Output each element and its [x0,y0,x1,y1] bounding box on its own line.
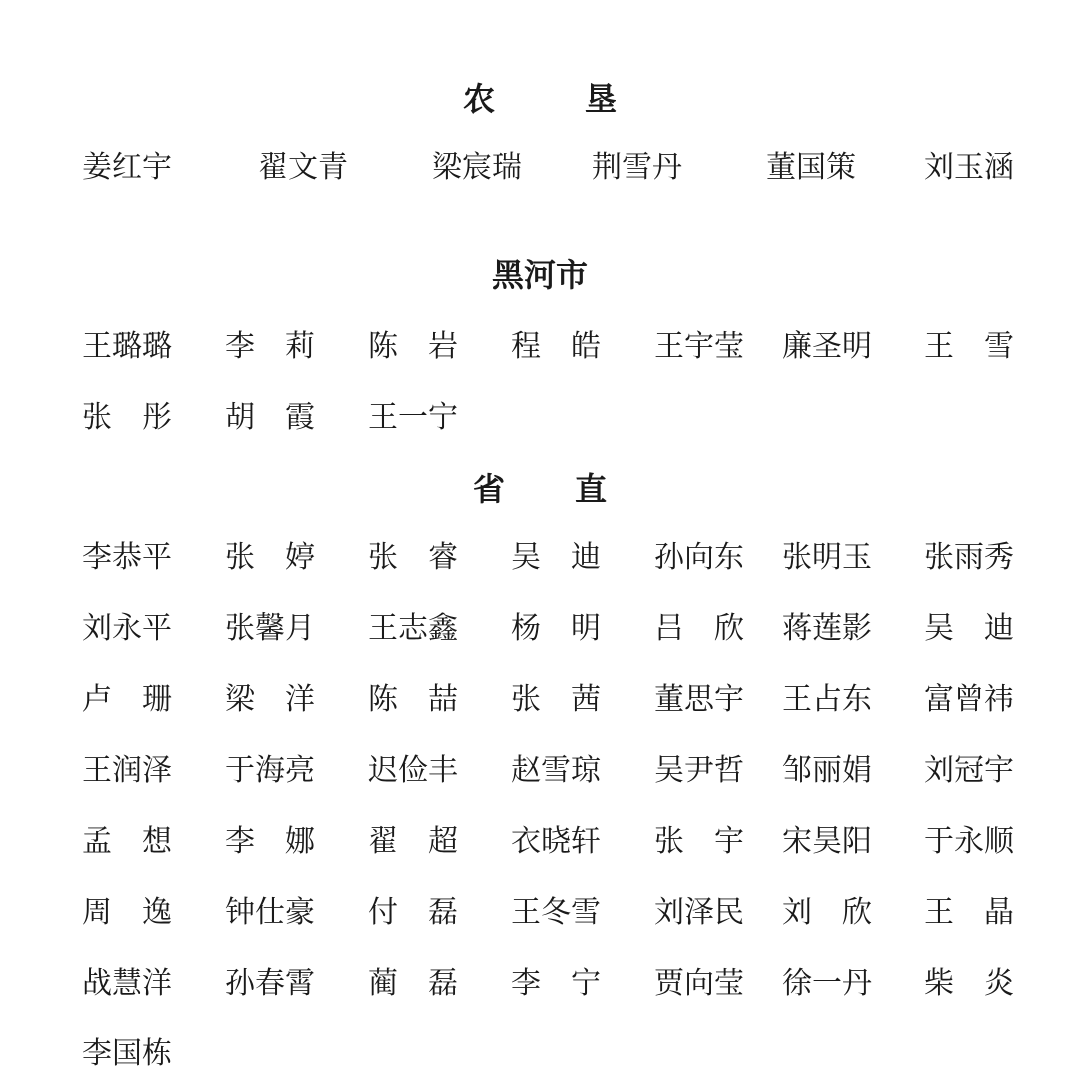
person-name: 钟仕豪 [225,895,315,930]
person-name: 柴 炎 [924,966,1014,1001]
person-name: 迟俭丰 [368,753,458,788]
person-name: 刘泽民 [654,895,744,930]
person-name: 刘玉涵 [924,150,1014,185]
person-name: 姜红宇 [82,150,172,185]
person-name: 卢 珊 [82,682,172,717]
person-name: 战慧洋 [82,966,172,1001]
person-name: 付 磊 [368,895,458,930]
person-name: 蒋莲影 [782,611,872,646]
person-name: 孙向东 [654,540,744,575]
person-name: 梁 洋 [225,682,315,717]
person-name: 邹丽娟 [782,753,872,788]
person-name: 于永顺 [924,824,1014,859]
person-name: 赵雪琼 [511,753,601,788]
person-name: 王 晶 [924,895,1014,930]
person-name: 贾向莹 [654,966,744,1001]
person-name: 张 婷 [225,540,315,575]
person-name: 李国栋 [82,1036,172,1071]
person-name: 孙春霄 [225,966,315,1001]
section-heading-nongken: 农垦 [462,80,707,118]
name-row [0,822,1080,862]
person-name: 翟文青 [258,150,348,185]
person-name: 程 皓 [511,329,601,364]
person-name: 王璐璐 [82,329,172,364]
name-row [0,538,1080,578]
name-row [0,148,1080,188]
person-name: 张馨月 [225,611,315,646]
person-name: 张雨秀 [924,540,1014,575]
person-name: 王宇莹 [654,329,744,364]
name-row [0,964,1080,1004]
person-name: 王志鑫 [368,611,458,646]
person-name: 张 宇 [654,824,744,859]
person-name: 董国策 [766,150,856,185]
person-name: 翟 超 [368,824,458,859]
person-name: 董思宇 [654,682,744,717]
person-name: 张 茜 [511,682,601,717]
name-row [0,680,1080,720]
person-name: 刘永平 [82,611,172,646]
person-name: 王润泽 [82,753,172,788]
name-row [0,609,1080,649]
person-name: 杨 明 [511,611,601,646]
section-heading-shengzhi: 省直 [472,470,677,508]
person-name: 刘冠宇 [924,753,1014,788]
person-name: 廉圣明 [782,329,872,364]
person-name: 蔺 磊 [368,966,458,1001]
person-name: 陈 喆 [368,682,458,717]
person-name: 衣晓轩 [511,824,601,859]
person-name: 富曾祎 [924,682,1014,717]
person-name: 王一宁 [368,400,458,435]
name-row [0,327,1080,367]
person-name: 吴 迪 [924,611,1014,646]
person-name: 王占东 [782,682,872,717]
person-name: 刘 欣 [782,895,872,930]
person-name: 李 娜 [225,824,315,859]
person-name: 陈 岩 [368,329,458,364]
person-name: 徐一丹 [782,966,872,1001]
name-row [0,398,1080,438]
person-name: 胡 霞 [225,400,315,435]
person-name: 张 彤 [82,400,172,435]
person-name: 吴 迪 [511,540,601,575]
name-row [0,751,1080,791]
person-name: 于海亮 [225,753,315,788]
person-name: 吴尹哲 [654,753,744,788]
name-row [0,893,1080,933]
person-name: 周 逸 [82,895,172,930]
person-name: 王冬雪 [511,895,601,930]
person-name: 张明玉 [782,540,872,575]
person-name: 荆雪丹 [592,150,682,185]
person-name: 李 莉 [225,329,315,364]
name-row [0,1034,1080,1074]
person-name: 吕 欣 [654,611,744,646]
person-name: 宋昊阳 [782,824,872,859]
person-name: 李恭平 [82,540,172,575]
person-name: 梁宸瑞 [432,150,522,185]
person-name: 王 雪 [924,329,1014,364]
person-name: 李 宁 [511,966,601,1001]
person-name: 孟 想 [82,824,172,859]
section-heading-heihe: 黑河市 [491,256,588,294]
person-name: 张 睿 [368,540,458,575]
